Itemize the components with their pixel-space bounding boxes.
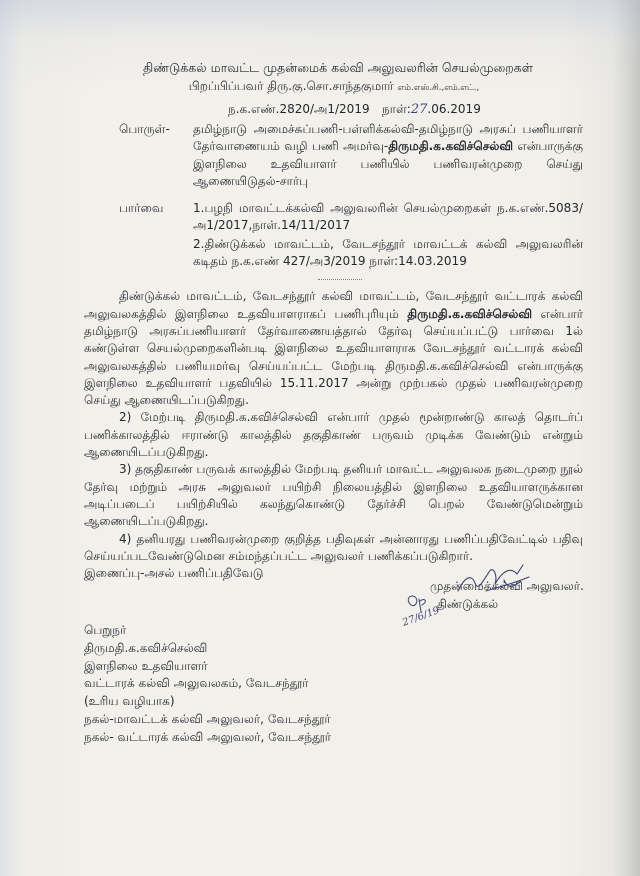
signatory-place: திண்டுக்கல் (437, 596, 499, 611)
recipient-line: வட்டாரக் கல்வி அலுவலகம், வேடசந்தூர் (84, 676, 309, 691)
copy-line: நகல்- வட்டாரக் கல்வி அலுவலர், வேடசந்தூர் (84, 729, 331, 744)
issuer-degree: எம்.எஸ்.சி.,எம்.எட்., (397, 83, 480, 93)
recipient-section (84, 622, 484, 747)
body-paragraph-4: 4) தனியரது பணிவரன்முறை குறித்த பதிவுகள் அன்னாரது பணிப்பதிவேட்டில் பதிவு செய்யப்படவேண்டுமென சம்மந்தப்பட்ட அலுவலர் பணிக்கப்படுகிறார். (84, 531, 583, 563)
reference-date-line (0, 100, 640, 119)
order-date (382, 100, 481, 119)
date-rest: .06.2019 (427, 102, 481, 116)
issuer-line (169, 77, 499, 98)
recipient-line: திருமதி.க.கவிச்செல்வி (84, 640, 208, 655)
signatory-designation: முதன்மைக்கல்வி அலுவலர். (430, 579, 584, 594)
para1-after: என்பார் தமிழ்நாடு அரசுப்பணியாளர் தேர்வாணையத்தால் தேர்வு செய்யப்பட்டு பார்வை 1ல் கண்டுள்ள செயல்முறைகளின்படி இளநிலை உதவியாளராக வேடசந்தூர் வட்டாரக் கல்வி அலுவலகத்தில் பணியமர்வு செய்யப்பட்ட மேற்படி திருமதி.க.கவிச்செல்வி என்பாருக்கு இளநிலை உதவியாளர் பதவியில் 15.11.2017 அன்று முற்பகல் முதல் பணிவரன்முறை செய்து ஆணையிடப்படுகிறது. (84, 306, 583, 408)
subject-name: திருமதி.க.கவிச்செல்வி (388, 139, 514, 154)
date-label: நாள்: (382, 102, 411, 116)
signature-handwritten-date: 27/6/19 (401, 605, 442, 630)
office-title: திண்டுக்கல் மாவட்ட முதன்மைக் கல்வி அலுவலரின் செயல்முறைகள் (143, 60, 534, 75)
subject-text (193, 121, 583, 190)
copy-line: நகல்-மாவட்டக் கல்வி அலுவலர், வேடசந்தூர் (84, 712, 331, 726)
signature-block (400, 578, 600, 630)
body-paragraph-2: 2) மேற்படி திருமதி.க.கவிச்செல்வி என்பார் முதல் மூன்றாண்டு காலத் தொடர்ப் பணிக்காலத்தில் ஈராண்டு காலத்தில் தகுதிகாண் பருவம் முடிக்க வேண்டும் என்றும் ஆணையிடப்படுகிறது. (84, 410, 583, 460)
reference-label: பார்வை (119, 201, 164, 216)
subject-section (0, 121, 640, 190)
reference-section (0, 200, 640, 270)
body-paragraph-1 (84, 288, 583, 409)
recipient-line: (உரிய வழியாக) (84, 694, 175, 709)
body-paragraph-3: 3) தகுதிகாண் பருவக் காலத்தில் மேற்படி தனியர் மாவட்ட அலுவலக நடைமுறை நூல் தேர்வு மற்றும் அரசு அலுவலர் பயிற்சி நிலையத்தில் இளநிலை உதவியாளருக்கான அடிப்படைப் பயிற்சியில் கலந்துகொண்டு தேர்ச்சி பெறல் வேண்டுமென்றும் ஆணையிடப்படுகிறது. (84, 462, 583, 529)
dotted-separator (318, 279, 362, 280)
reference-item: 2.திண்டுக்கல் மாவட்டம், வேடசந்தூர் மாவட்டக் கல்வி அலுவலரின் கடிதம் ந.க.எண் 427/அ3/2019 நாள்:14.03.2019 (193, 236, 583, 269)
recipient-label: பெறுநர் (84, 623, 127, 638)
date-day-handwritten: 27 (410, 102, 428, 117)
order-ref-no: ந.க.எண்.2820/அ1/2019 (228, 102, 370, 116)
subject-text-before: தமிழ்நாடு அமைச்சுப்பணி-பள்ளிக்கல்வி-தமிழ்நாடு அரசுப் பணியாளர் தேர்வாணையம் வழி பணி அமர்வு- (193, 122, 583, 154)
recipient-line: இளநிலை உதவியாளர் (84, 658, 208, 673)
para1-before: திண்டுக்கல் மாவட்டம், வேடசந்தூர் கல்வி மாவட்டம், வேடசந்தூர் வட்டாரக் கல்வி அலுவலகத்தில் இளநிலை உதவியாளராகப் பணிபுரியும் (84, 289, 583, 321)
para1-name: திருமதி.க.கவிச்செல்வி (407, 306, 533, 321)
subject-label: பொருள்- (119, 122, 170, 136)
subject-text-after: என்பாருக்கு இளநிலை உதவியாளர் பணியில் பணிவரன்முறை செய்து ஆணையிடுதல்-சார்பு (193, 139, 583, 188)
enclosure-line: இணைப்பு-அசல் பணிப்பதிவேடு (84, 566, 264, 581)
issuer-name: பிறப்பிப்பவர் திரு.கு.சொ.சாந்தகுமார் (188, 79, 394, 93)
reference-list (193, 200, 583, 270)
reference-item: 1.பழநி மாவட்டக்கல்வி அலுவலரின் செயல்முறைகள் ந.க.எண்.5083/அ1/2017,நாள்.14/11/2017 (193, 201, 583, 233)
